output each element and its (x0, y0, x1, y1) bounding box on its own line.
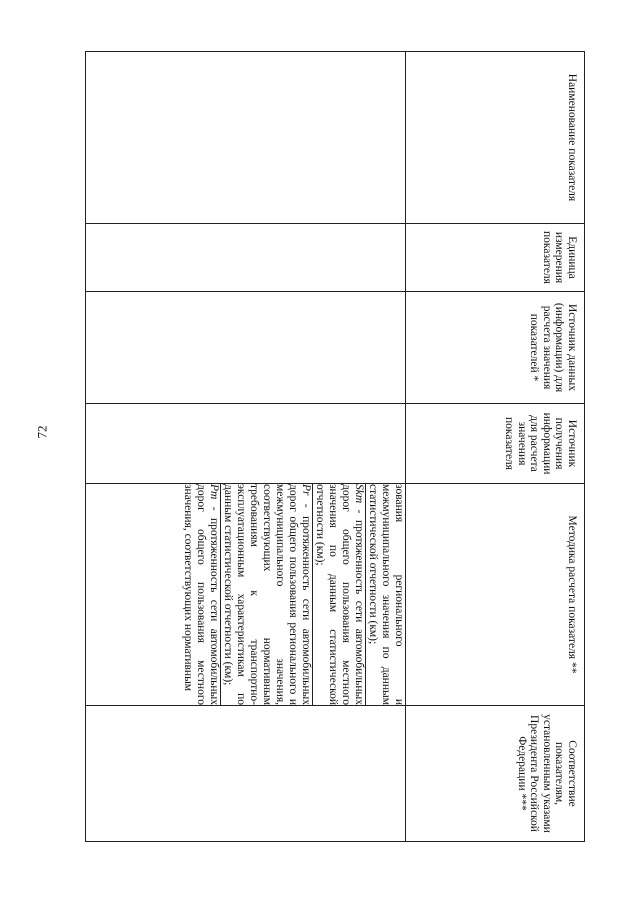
cell-presidential-decrees (86, 706, 406, 842)
header-data-source: Источник данных (информации) для расчета значения показателей * (406, 292, 585, 404)
methodology-text: - протяженность сети автомобильных дорог общего пользования регионального и межмуниципального значения, соответствующих нормативным требованиям к транспортно-эксплуатационным характеристикам по данным статистической отчетности (км); (222, 484, 312, 705)
variable-symbol: Skm (353, 484, 365, 504)
header-presidential-decrees: Соответствие показателям, установленным указами Президента Российской Федерации *** (406, 706, 585, 842)
variable-symbol: Pr (300, 484, 312, 496)
methodology-text: - протяженность сети автомобильных дорог общего пользования местного значения, соответствующих нормативным (182, 484, 220, 705)
methodology-line (312, 484, 365, 705)
cell-indicator-name (86, 52, 406, 224)
methodology-line (181, 484, 220, 705)
methodology-line (220, 484, 312, 705)
methodology-text: зования регионального и межмуниципального значения по данным статистической отчетности (км); (367, 484, 405, 705)
table-row (86, 52, 406, 842)
page-number: 72 (34, 425, 50, 439)
methodology-line (365, 484, 405, 705)
cell-info-source (86, 404, 406, 484)
rotated-table-container (85, 51, 585, 841)
header-methodology: Методика расчета показателя ** (406, 484, 585, 706)
cell-unit (86, 224, 406, 292)
cell-methodology (86, 484, 406, 706)
variable-symbol: Pm (208, 484, 220, 500)
indicator-table (85, 51, 585, 842)
header-info-source: Источник получения информации для расчета значения показателя (406, 404, 585, 484)
methodology-text: - протяженность сети автомобильных дорог общего пользования местного значения по данным статистической отчетности (км); (314, 484, 365, 705)
header-unit: Единица измерения показателя (406, 224, 585, 292)
header-indicator-name: Наименование показателя (406, 52, 585, 224)
header-row (406, 52, 585, 842)
cell-data-source (86, 292, 406, 404)
